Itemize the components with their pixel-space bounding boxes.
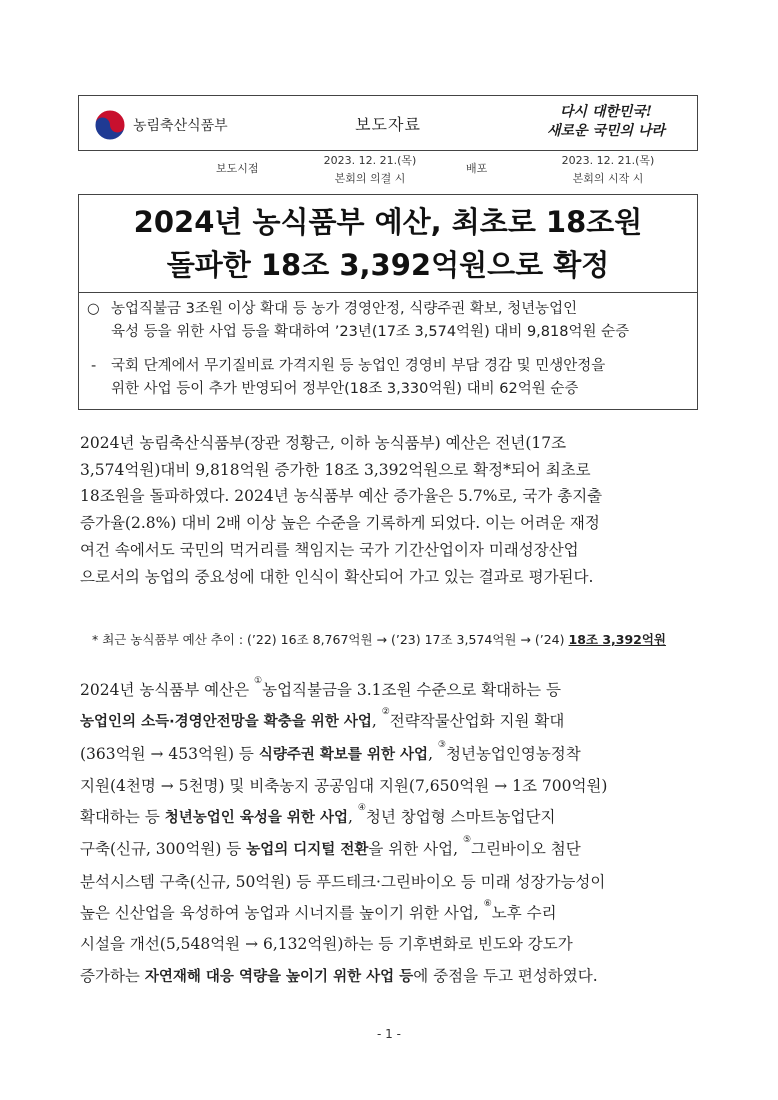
p2-text: 청년농업인영농정착 <box>446 744 581 763</box>
summary-box <box>78 292 698 410</box>
release-time-label: 보도시점 <box>216 162 259 175</box>
summary-subtext: 국회 단계에서 무기질비료 가격지원 등 농업인 경영비 부담 경감 및 민생안정을 위한 사업 등이 추가 반영되어 정부안(18조 3,330억원) 대비 62억원 순증 <box>111 358 606 397</box>
page-number: - 1 - <box>377 1027 401 1041</box>
p2-line <box>80 739 704 771</box>
circle-bullet-icon: ○ <box>87 301 100 317</box>
p2-marker: ④ <box>357 803 366 814</box>
p2-marker: ③ <box>437 739 446 750</box>
press-release-header <box>78 95 698 151</box>
p2-marker: ⑥ <box>483 899 492 910</box>
p2-text: 그린바이오 첨단 <box>471 840 581 859</box>
body-paragraph-2 <box>80 675 704 993</box>
p2-text: 구축(신규, 300억원) 등 <box>80 840 247 859</box>
document-type: 보도자료 <box>355 115 421 134</box>
p2-marker: ① <box>254 676 263 686</box>
headline <box>79 201 697 287</box>
budget-trend-footnote <box>92 630 712 648</box>
p2-line <box>80 706 704 738</box>
headline-box <box>78 194 698 292</box>
summary-item <box>87 298 691 346</box>
p2-text: 청년 창업형 스마트농업단지 <box>365 808 556 827</box>
p2-text: 확대하는 등 <box>80 808 165 827</box>
p2-emphasis: 식량주권 확보를 위한 사업 <box>258 746 429 763</box>
p2-marker: ⑤ <box>462 835 472 846</box>
p2-text: 2024년 농식품부 예산은 <box>80 681 255 699</box>
release-dates <box>78 152 698 192</box>
distribution-date: 2023. 12. 21.(목) <box>561 154 655 167</box>
p2-emphasis: 농업인의 소득·경영안전망을 확충을 위한 사업 <box>80 714 372 731</box>
p2-text: 을 위한 사업, <box>368 840 463 859</box>
p2-line <box>80 898 704 929</box>
p2-emphasis: 농업의 디지털 전환 <box>246 842 369 859</box>
headline-line2: 돌파한 18조 3,392억원으로 확정 <box>166 248 610 282</box>
p2-text: 증가하는 <box>80 966 145 985</box>
p2-line <box>80 802 704 834</box>
dash-bullet-icon: - <box>91 358 97 374</box>
headline-line1: 2024년 농식품부 예산, 최초로 18조원 <box>133 205 643 239</box>
government-slogan <box>531 103 681 141</box>
p2-emphasis: 청년농업인 육성을 위한 사업 <box>164 810 348 827</box>
p2-text: (363억원 → 453억원) 등 <box>80 744 259 763</box>
summary-subitem <box>87 355 691 403</box>
ministry-name: 농림축산식품부 <box>133 118 228 134</box>
p2-line <box>80 834 704 866</box>
slogan-line1: 다시 대한민국! <box>559 104 653 120</box>
p2-text: 노후 수리 <box>491 904 557 923</box>
p2-text: , <box>371 712 382 731</box>
summary-text: 농업직불금 3조원 이상 확대 등 농가 경영안정, 식량주권 확보, 청년농업인 육성 등을 위한 사업 등을 확대하여 ’23년(17조 3,574억원) 대비 9,818억원 순증 <box>111 301 630 340</box>
distribution-label: 배포 <box>466 162 488 175</box>
p2-text: 높은 신산업을 육성하여 농업과 시너지를 높이기 위한 사업, <box>80 904 484 923</box>
p2-text: , <box>347 808 358 827</box>
release-condition: 본회의 의결 시 <box>334 172 406 185</box>
slogan-line2: 새로운 국민의 나라 <box>547 123 665 139</box>
p2-text: , <box>428 744 438 763</box>
footnote-text: * 최근 농식품부 예산 추이 : (’22) 16조 8,767억원 → (’23) 17조 3,574억원 → (’24) <box>92 632 569 647</box>
release-date: 2023. 12. 21.(목) <box>323 154 417 167</box>
p2-line: 시설을 개선(5,548억원 → 6,132억원)하는 등 기후변화로 빈도와 강도가 <box>80 935 573 954</box>
p2-emphasis: 자연재해 대응 역량을 높이기 위한 사업 등 <box>144 968 414 985</box>
distribution-condition: 본회의 시작 시 <box>572 172 644 185</box>
p2-text: 전략작물산업화 지원 확대 <box>389 712 565 731</box>
p2-line: 지원(4천명 → 5천명) 및 비축농지 공공임대 지원(7,650억원 → 1조 700억원) <box>80 776 608 795</box>
p2-marker: ② <box>381 707 390 718</box>
p2-text: 농업직불금을 3.1조원 수준으로 확대하는 등 <box>262 681 561 699</box>
p2-text: 에 중점을 두고 편성하였다. <box>413 966 598 985</box>
footnote-emphasis: 18조 3,392억원 <box>568 632 667 647</box>
p2-line: 분석시스템 구축(신규, 50억원) 등 푸드테크·그린바이오 등 미래 성장가능성이 <box>80 872 606 891</box>
body-paragraph-1: 2024년 농림축산식품부(장관 정황근, 이하 농식품부) 예산은 전년(17조 3,574억원)대비 9,818억원 증가한 18조 3,392억원으로 확정*되어 최초로 18조원을 돌파하였다. 2024년 농식품부 예산 증가율은 5.7%로, 국가 총지출 증가율(2.8%) 대비 2배 이상 높은 수준을 기록하게 되었다. 이는 어려운 재정 여건 속에서도 국민의 먹거리를 책임지는 국가 기간산업이자 미래성장산업 으로서의 농업의 중요성에 대한 인식이 확산되어 가고 있는 결과로 평가된다. <box>80 434 603 586</box>
p2-line <box>80 961 704 993</box>
p2-line <box>80 675 704 706</box>
